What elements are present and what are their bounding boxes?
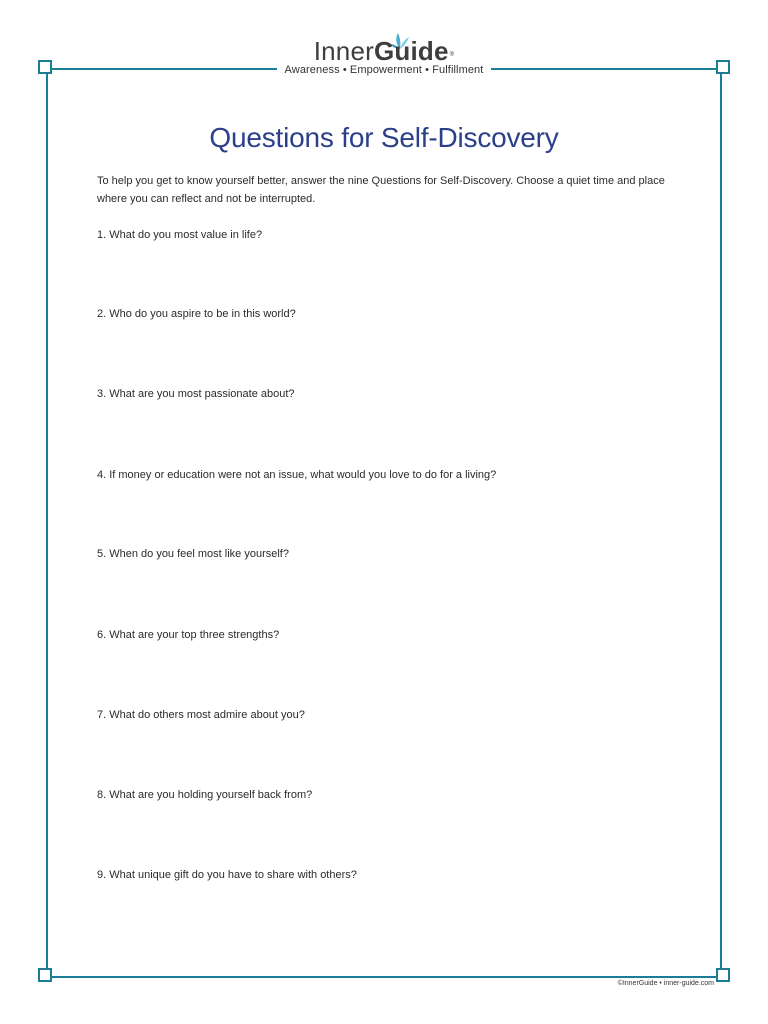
question-3: 3. What are you most passionate about? [97, 388, 295, 400]
question-1: 1. What do you most value in life? [97, 229, 263, 241]
question-6: 6. What are your top three strengths? [97, 629, 280, 641]
question-7: 7. What do others most admire about you? [97, 709, 305, 721]
logo-inner-text: Inner [313, 36, 374, 66]
registered-mark: ® [449, 52, 455, 58]
frame-bottom-line [46, 976, 722, 978]
intro-paragraph: To help you get to know yourself better, answer the nine Questions for Self-Discovery. Choose a quiet time and place where you can reflect and not be interrupted. [97, 175, 665, 205]
page-title: Questions for Self-Discovery [209, 122, 559, 153]
question-8: 8. What are you holding yourself back from? [97, 789, 313, 801]
logo-wordmark [285, 36, 484, 66]
question-5: 5. When do you feel most like yourself? [97, 548, 289, 560]
tagline: Awareness • Empowerment • Fulfillment [284, 64, 484, 76]
question-2: 2. Who do you aspire to be in this world? [97, 308, 296, 320]
frame-left-line [46, 68, 48, 978]
frame-right-line [720, 68, 722, 978]
corner-bottom-right [716, 968, 730, 982]
logo-guide-text: Guide [373, 36, 449, 66]
question-9: 9. What unique gift do you have to share with others? [97, 869, 357, 881]
footer-credit: ©InnerGuide • inner-guide.com [617, 980, 714, 987]
header [0, 36, 768, 78]
logo [277, 36, 492, 76]
corner-bottom-left [38, 968, 52, 982]
question-4: 4. If money or education were not an issue, what would you love to do for a living? [97, 469, 497, 481]
